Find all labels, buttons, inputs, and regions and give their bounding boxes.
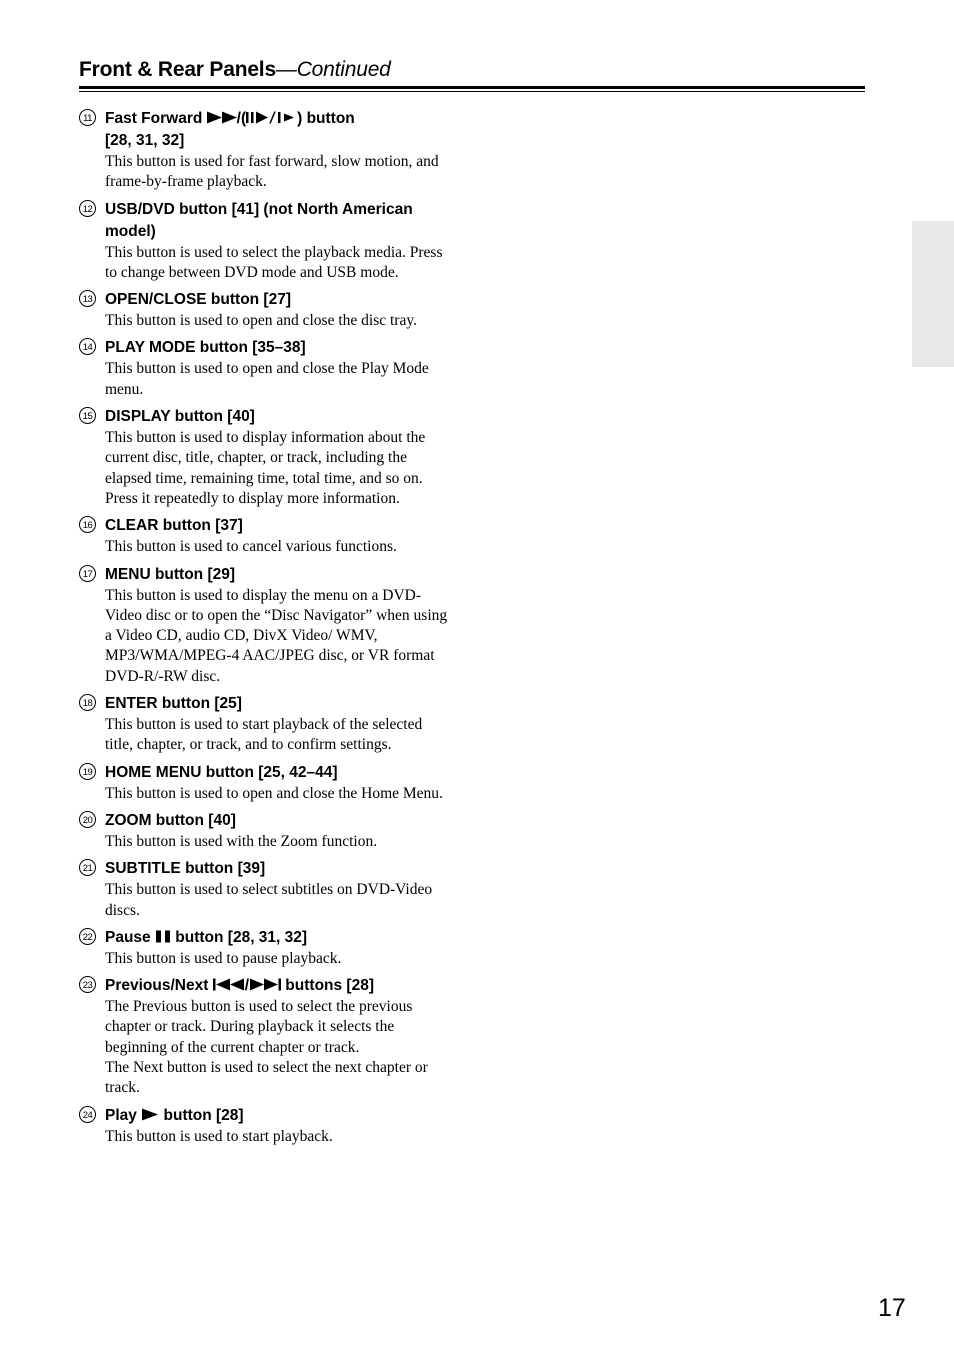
description-paragraph: This button is used to display information about the current disc, title, chapter, or track, including the elapsed time, remaining time, total time, and so on. Press it repeatedly to display more information. xyxy=(105,429,426,507)
description-paragraph: This button is used with the Zoom function. xyxy=(105,832,378,850)
entry-description xyxy=(105,359,451,400)
description-paragraph: This button is used for fast forward, slow motion, and frame-by-frame playback. xyxy=(105,153,439,191)
entry-play xyxy=(79,1105,451,1147)
entry-number: 23 xyxy=(79,976,96,993)
description-paragraph: The Previous button is used to select the previous chapter or track. During playback it selects the beginning of the current chapter or track. xyxy=(105,998,413,1056)
continued-label: —Continued xyxy=(275,58,391,81)
description-paragraph: This button is used to pause playback. xyxy=(105,949,342,967)
title-text: button [28, 31, 32] xyxy=(170,928,308,946)
header-rule-thick xyxy=(79,86,865,89)
title-text: / xyxy=(244,977,249,995)
entry-pause xyxy=(79,927,451,969)
skip-next-icon xyxy=(249,978,281,991)
entry-number: 18 xyxy=(79,694,96,711)
frame-step-icon xyxy=(277,111,297,124)
entry-number: 20 xyxy=(79,811,96,828)
description-paragraph: This button is used to open and close the Play Mode menu. xyxy=(105,360,429,398)
entry-description xyxy=(105,243,451,284)
entry-title: SUBTITLE button [39] xyxy=(105,860,266,878)
side-thumb-tab xyxy=(912,221,954,367)
entry-fast-forward xyxy=(79,108,451,193)
title-text: Pause xyxy=(105,928,155,946)
entry-title: PLAY MODE button [35–38] xyxy=(105,339,306,357)
header-rule-thin xyxy=(79,91,865,92)
entry-title: USB/DVD button [41] (not North American model) xyxy=(105,200,413,240)
title-text: Fast Forward xyxy=(105,110,207,127)
description-paragraph: This button is used to open and close the disc tray. xyxy=(105,312,417,330)
title-text: buttons [28] xyxy=(281,977,374,995)
entry-title: OPEN/CLOSE button [27] xyxy=(105,291,291,309)
entry-description xyxy=(105,784,451,804)
description-paragraph: This button is used to start playback of the selected title, chapter, or track, and to confirm settings. xyxy=(105,716,423,754)
title-text: button [28] xyxy=(159,1106,244,1124)
entry-title: CLEAR button [37] xyxy=(105,517,243,535)
entry-enter xyxy=(79,693,451,756)
entry-title: MENU button [29] xyxy=(105,565,236,583)
entry-usb-dvd xyxy=(79,199,451,284)
entry-menu xyxy=(79,564,451,687)
entry-open-close xyxy=(79,289,451,331)
title-text-line2: [28, 31, 32] xyxy=(105,132,185,149)
description-paragraph: This button is used to cancel various functions. xyxy=(105,538,397,556)
entry-number: 12 xyxy=(79,200,96,217)
pause-icon xyxy=(155,930,171,943)
entry-description xyxy=(105,311,451,331)
entry-number: 22 xyxy=(79,928,96,945)
entry-description xyxy=(105,537,451,557)
entry-title: ZOOM button [40] xyxy=(105,811,236,829)
title-text: ) button xyxy=(297,110,355,127)
entry-title xyxy=(105,975,451,997)
title-text: Previous/Next xyxy=(105,977,213,995)
fast-forward-icon xyxy=(207,111,237,124)
entry-title xyxy=(105,108,451,152)
entry-title: HOME MENU button [25, 42–44] xyxy=(105,763,338,781)
entry-description xyxy=(105,586,451,687)
entry-title: DISPLAY button [40] xyxy=(105,408,255,426)
entry-number: 16 xyxy=(79,516,96,533)
button-descriptions xyxy=(79,108,451,1153)
entry-number: 14 xyxy=(79,338,96,355)
skip-previous-icon xyxy=(213,978,245,991)
description-paragraph: This button is used to select subtitles on DVD-Video discs. xyxy=(105,881,433,919)
section-title xyxy=(79,56,865,84)
description-paragraph: This button is used to open and close the Home Menu. xyxy=(105,784,443,802)
page-header xyxy=(79,56,865,84)
entry-clear xyxy=(79,515,451,557)
description-paragraph: This button is used to start playback. xyxy=(105,1127,333,1145)
entry-home-menu xyxy=(79,762,451,804)
entry-zoom xyxy=(79,810,451,852)
page-number: 17 xyxy=(878,1294,906,1322)
entry-number: 11 xyxy=(79,109,96,126)
entry-description xyxy=(105,715,451,756)
entry-number: 13 xyxy=(79,290,96,307)
play-icon xyxy=(141,1108,159,1121)
entry-number: 21 xyxy=(79,859,96,876)
entry-description xyxy=(105,1127,451,1147)
entry-description xyxy=(105,949,451,969)
entry-description xyxy=(105,428,451,509)
entry-number: 19 xyxy=(79,763,96,780)
entry-description xyxy=(105,832,451,852)
entry-display xyxy=(79,406,451,509)
entry-title: ENTER button [25] xyxy=(105,695,242,713)
entry-description xyxy=(105,997,451,1098)
entry-description xyxy=(105,880,451,921)
entry-number: 24 xyxy=(79,1106,96,1123)
title-text: /( xyxy=(236,110,247,127)
section-title-text: Front & Rear Panels xyxy=(79,58,276,81)
entry-description xyxy=(105,152,451,193)
description-paragraph: This button is used to select the playback media. Press to change between DVD mode and USB mode. xyxy=(105,243,443,281)
entry-number: 17 xyxy=(79,565,96,582)
entry-title xyxy=(105,1105,451,1127)
slow-play-icon xyxy=(246,111,277,124)
description-paragraph: The Next button is used to select the next chapter or track. xyxy=(105,1059,428,1097)
title-text: Play xyxy=(105,1106,142,1124)
entry-previous-next xyxy=(79,975,451,1098)
description-paragraph: This button is used to display the menu on a DVD-Video disc or to open the “Disc Navigator” when using a Video CD, audio CD, DivX Video/ WMV, MP3/WMA/MPEG-4 AAC/JPEG disc, or VR format DVD-R/-RW disc. xyxy=(105,586,448,685)
entry-title xyxy=(105,927,451,949)
entry-play-mode xyxy=(79,337,451,400)
entry-number: 15 xyxy=(79,407,96,424)
entry-subtitle xyxy=(79,858,451,921)
